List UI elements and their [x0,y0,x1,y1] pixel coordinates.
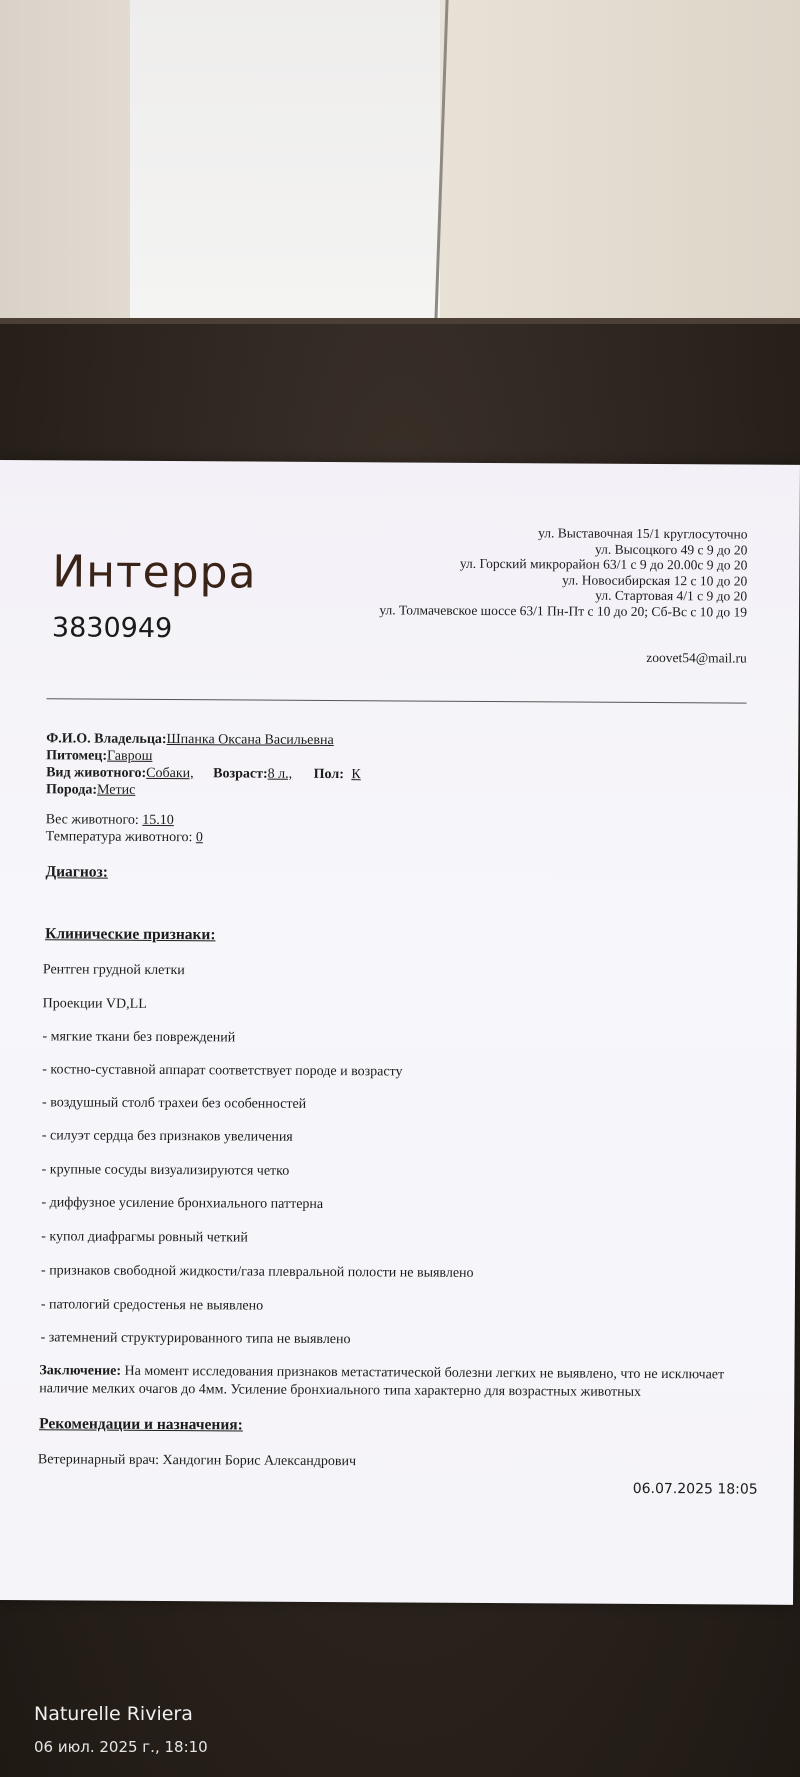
clinical-line: - силуэт сердца без признаков увеличения [41,1128,293,1145]
clinical-line: - купол диафрагмы ровный четкий [41,1229,248,1246]
owner-label: Ф.И.О. Владельца: [46,731,167,748]
background-wall-panel [130,0,440,320]
address-line: ул. Высоцкого 49 с 9 до 20 [594,541,748,558]
address-line: ул. Горский микрорайон 63/1 с 9 до 20.00с 9 до 20 [459,555,748,573]
clinical-line: - воздушный столб трахеи без особенностей [42,1095,307,1112]
clinical-line: - костно-суставной аппарат соответствует породе и возрасту [42,1062,403,1080]
photo-watermark-date: 06 июл. 2025 г., 18:10 [34,1738,208,1756]
pet-label: Питомец: [46,748,108,764]
age-value: 8 л., [267,766,293,782]
owner-row [46,730,361,749]
doctor-name: Ветеринарный врач: Хандогин Борис Александрович [37,1452,357,1470]
diagnosis-title: Диагноз: [45,863,109,881]
weight-label: Вес животного: [45,812,143,828]
temperature-label: Температура животного: [45,829,196,846]
clinical-line: Рентген грудной клетки [42,962,185,979]
breed-row [46,781,361,800]
address-line: ул. Новосибирская 12 с 10 до 20 [562,572,748,589]
breed-label: Порода: [45,782,98,798]
conclusion-text: На момент исследования признаков метастатической болезни легких не выявлено, что не исключает наличие мелких очагов до 4мм. Усиление бронхиального типа характерно для возрастных животных [39,1363,725,1400]
clinic-logo: Интерра [52,546,257,599]
document-code: 3830949 [51,612,173,645]
clinical-line: - крупные сосуды визуализируются четко [41,1162,290,1179]
conclusion [39,1362,759,1402]
conclusion-label: Заключение: [39,1363,122,1379]
address-line: ул. Толмачевское шоссе 63/1 Пн-Пт с 10 до 20; Сб-Вс с 10 до 19 [379,602,748,620]
pet-value: Гаврош [107,748,153,764]
age-label: Возраст: [213,766,268,782]
address-line: ул. Выставочная 15/1 круглосуточно [538,525,748,542]
owner-value: Шпанка Оксана Васильевна [166,732,334,749]
temperature-row [46,828,203,846]
clinical-line: - мягкие ткани без повреждений [42,1029,236,1046]
patient-fields [46,730,361,800]
breed-value: Метис [96,782,136,798]
background-seam [0,318,800,324]
clinical-line: - признаков свободной жидкости/газа плевральной полости не выявлено [41,1263,474,1281]
photo-watermark-brand: Naturelle Riviera [34,1703,193,1725]
vitals [46,811,203,846]
clinic-addresses [379,524,747,620]
weight-value: 15.10 [142,812,174,829]
species-label: Вид животного: [46,765,147,781]
address-line: ул. Стартовая 4/1 с 9 до 20 [595,588,748,604]
clinical-signs-title: Клинические признаки: [45,925,216,944]
medical-document [0,460,800,1605]
temperature-value: 0 [195,830,203,846]
document-datetime: 06.07.2025 18:05 [632,1480,758,1498]
clinical-line: Проекции VD,LL [42,996,147,1012]
species-value: Собаки, [146,765,194,782]
species-row [46,764,361,783]
clinical-line: - диффузное усиление бронхиального паттерна [41,1195,324,1212]
sex-value: К [351,767,361,783]
weight-row [46,811,203,829]
clinical-line: - затемнений структурированного типа не выявлено [40,1330,351,1348]
pet-row [46,747,361,766]
header-divider [47,698,747,703]
sex-label: Пол: [313,766,344,783]
clinical-line: - патологий средостенья не выявлено [40,1297,264,1314]
recommendations-title: Рекомендации и назначения: [39,1415,243,1434]
clinic-email: zoovet54@mail.ru [646,649,747,666]
